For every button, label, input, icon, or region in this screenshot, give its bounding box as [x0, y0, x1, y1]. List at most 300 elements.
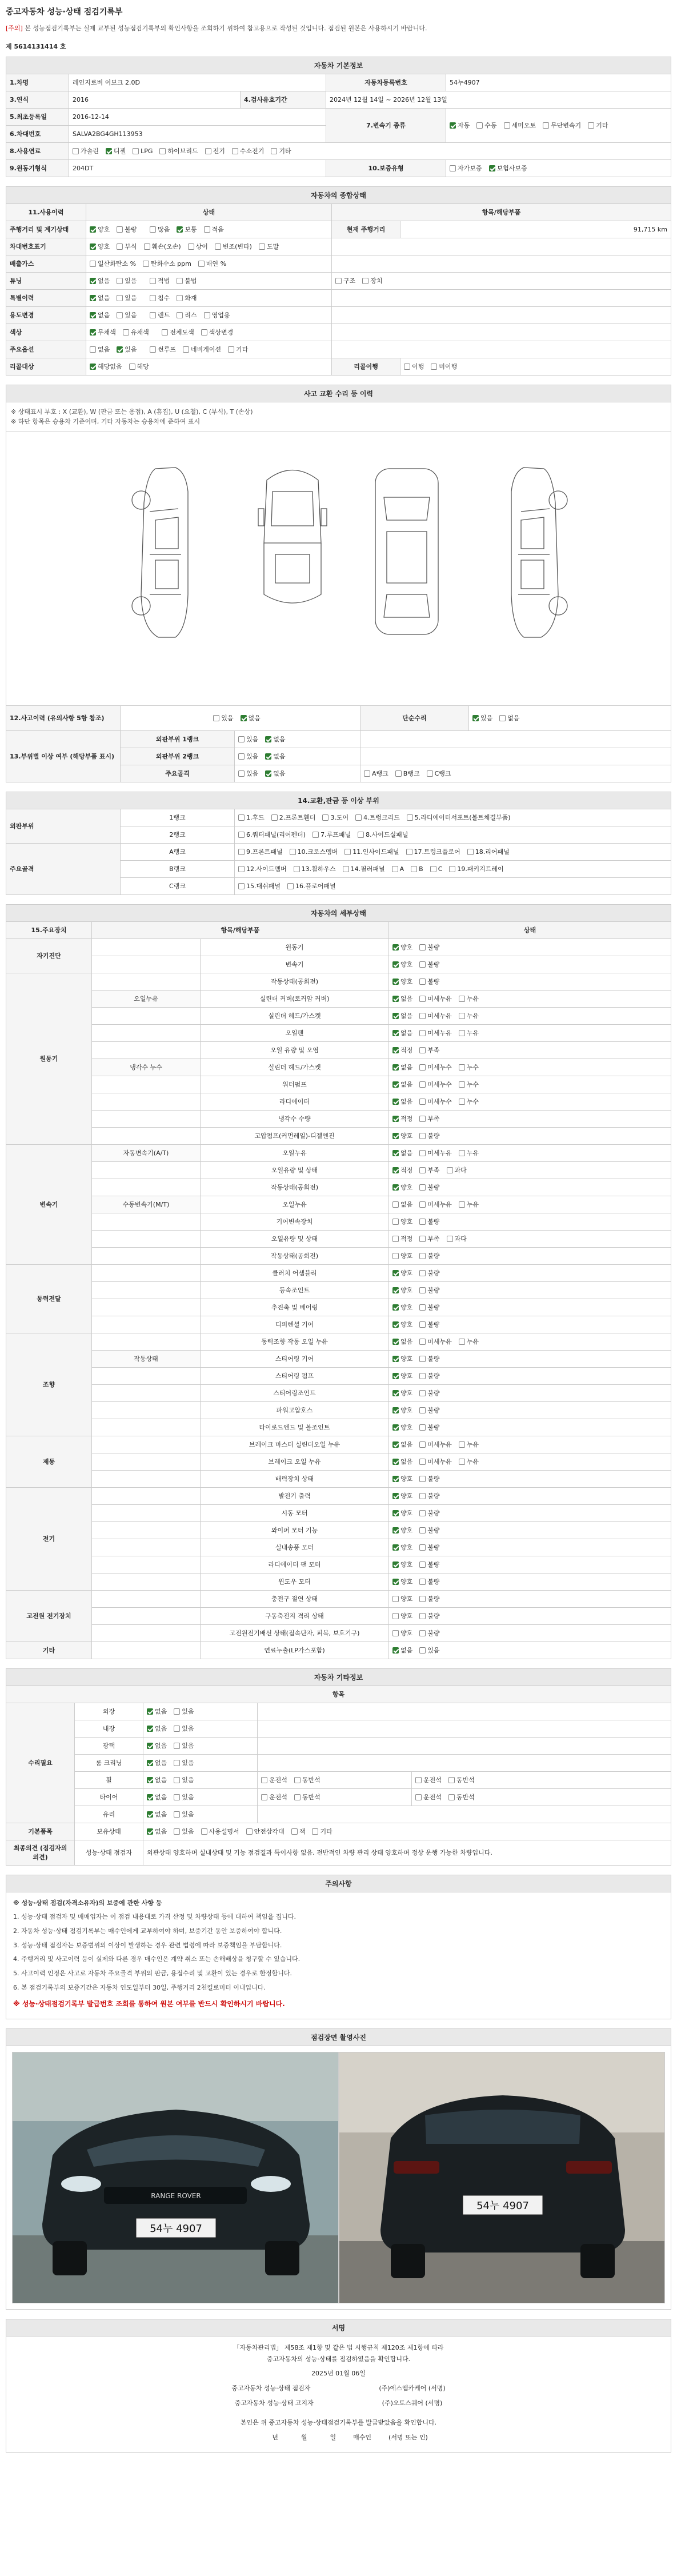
option-0[interactable] [392, 994, 412, 1003]
checkbox-icon[interactable] [147, 1726, 153, 1732]
checkbox-icon[interactable] [392, 1459, 399, 1465]
checkbox-icon[interactable] [291, 1828, 298, 1835]
option-3[interactable] [543, 121, 581, 130]
option-2[interactable] [204, 310, 230, 319]
option-0[interactable] [392, 1114, 412, 1123]
option-0[interactable] [364, 769, 388, 778]
checkbox-icon[interactable] [392, 1064, 399, 1071]
checkbox-icon[interactable] [174, 1760, 180, 1766]
option-0[interactable] [335, 276, 355, 285]
checkbox-icon[interactable] [313, 832, 319, 838]
checkbox-icon[interactable] [147, 1760, 153, 1766]
option-1[interactable] [419, 1028, 452, 1037]
checkbox-icon[interactable] [392, 1236, 399, 1242]
option-0[interactable] [392, 960, 412, 969]
checkbox-icon[interactable] [343, 866, 349, 872]
option-1[interactable] [174, 1775, 194, 1784]
option-0[interactable] [392, 1611, 412, 1620]
checkbox-icon[interactable] [450, 122, 456, 129]
checkbox-icon[interactable] [174, 1726, 180, 1732]
option-1[interactable] [419, 1594, 439, 1603]
checkbox-icon[interactable] [392, 1647, 399, 1654]
option-1[interactable] [265, 752, 285, 761]
option-1[interactable] [489, 163, 527, 173]
checkbox-icon[interactable] [419, 979, 426, 985]
checkbox-icon[interactable] [392, 1527, 399, 1533]
checkbox-icon[interactable] [294, 1794, 301, 1800]
option-5[interactable] [232, 146, 265, 155]
checkbox-icon[interactable] [392, 866, 398, 872]
checkbox-icon[interactable] [392, 1099, 399, 1105]
checkbox-icon[interactable] [147, 1794, 153, 1800]
option-1[interactable] [174, 1827, 194, 1836]
checkbox-icon[interactable] [392, 1304, 399, 1311]
option-0[interactable] [238, 881, 281, 890]
option-0[interactable] [392, 1268, 412, 1277]
option-0[interactable] [147, 1792, 167, 1802]
option-1[interactable] [419, 1011, 452, 1020]
option-0[interactable] [238, 752, 258, 761]
checkbox-icon[interactable] [117, 243, 123, 250]
option-1[interactable] [419, 1200, 452, 1209]
option-0[interactable] [392, 1474, 412, 1483]
checkbox-icon[interactable] [150, 312, 156, 318]
checkbox-icon[interactable] [419, 1099, 426, 1105]
checkbox-icon[interactable] [411, 866, 417, 872]
checkbox-icon[interactable] [459, 1441, 465, 1448]
checkbox-icon[interactable] [419, 1081, 426, 1088]
option-0[interactable] [450, 163, 482, 173]
option-1[interactable] [419, 942, 439, 952]
option-2[interactable] [504, 121, 536, 130]
option-1[interactable] [123, 328, 149, 337]
option-2[interactable] [133, 147, 153, 155]
option-0[interactable] [90, 259, 136, 268]
option-0[interactable] [392, 1646, 412, 1655]
option-1[interactable] [117, 276, 137, 285]
checkbox-icon[interactable] [215, 243, 221, 250]
checkbox-icon[interactable] [238, 849, 245, 855]
option-2[interactable] [427, 769, 451, 778]
option-1[interactable] [177, 225, 197, 234]
checkbox-icon[interactable] [419, 1424, 426, 1431]
option-0[interactable] [238, 813, 265, 822]
option-1[interactable] [174, 1792, 194, 1802]
checkbox-icon[interactable] [419, 1407, 426, 1413]
option-2[interactable] [447, 1165, 467, 1175]
option-1[interactable] [419, 1543, 439, 1552]
option-1[interactable] [419, 1063, 452, 1072]
option-0[interactable] [162, 328, 194, 337]
checkbox-icon[interactable] [459, 1030, 465, 1036]
checkbox-icon[interactable] [290, 849, 296, 855]
checkbox-icon[interactable] [419, 1064, 426, 1071]
checkbox-icon[interactable] [392, 1613, 399, 1619]
checkbox-icon[interactable] [238, 866, 245, 872]
checkbox-icon[interactable] [392, 1493, 399, 1499]
option-1[interactable] [419, 1423, 439, 1432]
checkbox-icon[interactable] [419, 1219, 426, 1225]
option-0[interactable] [90, 276, 110, 285]
checkbox-icon[interactable] [419, 1116, 426, 1122]
option-0[interactable] [261, 1775, 287, 1784]
option-2[interactable] [459, 1063, 479, 1072]
checkbox-icon[interactable] [419, 1047, 426, 1053]
checkbox-icon[interactable] [419, 1647, 426, 1654]
option-0[interactable] [261, 1792, 287, 1802]
checkbox-icon[interactable] [419, 996, 426, 1002]
option-0[interactable] [392, 1148, 412, 1157]
checkbox-icon[interactable] [447, 1236, 453, 1242]
checkbox-icon[interactable] [228, 346, 234, 353]
option-2[interactable] [204, 225, 224, 234]
option-1[interactable] [177, 310, 197, 319]
option-0[interactable] [90, 328, 116, 337]
checkbox-icon[interactable] [459, 1201, 465, 1208]
checkbox-icon[interactable] [419, 1544, 426, 1551]
option-1[interactable] [129, 362, 149, 371]
checkbox-icon[interactable] [419, 1441, 426, 1448]
checkbox-icon[interactable] [238, 832, 245, 838]
checkbox-icon[interactable] [392, 1510, 399, 1516]
option-0[interactable] [392, 977, 412, 986]
option-0[interactable] [392, 1508, 412, 1517]
checkbox-icon[interactable] [448, 1794, 455, 1800]
option-0[interactable] [392, 1131, 412, 1140]
checkbox-icon[interactable] [415, 1777, 422, 1783]
checkbox-icon[interactable] [459, 1099, 465, 1105]
checkbox-icon[interactable] [238, 736, 245, 742]
option-0[interactable] [73, 146, 99, 155]
checkbox-icon[interactable] [90, 278, 96, 284]
checkbox-icon[interactable] [392, 1544, 399, 1551]
checkbox-icon[interactable] [419, 1459, 426, 1465]
option-1[interactable] [177, 293, 197, 302]
option-2[interactable] [343, 864, 385, 873]
option-1[interactable] [419, 1114, 439, 1123]
option-1[interactable] [117, 310, 137, 319]
checkbox-icon[interactable] [162, 329, 168, 336]
checkbox-icon[interactable] [392, 1133, 399, 1139]
checkbox-icon[interactable] [188, 243, 194, 250]
checkbox-icon[interactable] [364, 770, 370, 777]
checkbox-icon[interactable] [404, 364, 410, 370]
option-1[interactable] [419, 1234, 439, 1243]
checkbox-icon[interactable] [174, 1828, 180, 1835]
option-1[interactable] [177, 276, 197, 285]
option-1[interactable] [419, 1080, 452, 1089]
option-1[interactable] [174, 1724, 194, 1733]
checkbox-icon[interactable] [431, 364, 437, 370]
option-2[interactable] [198, 259, 226, 268]
option-0[interactable] [392, 1543, 412, 1552]
checkbox-icon[interactable] [90, 329, 96, 336]
checkbox-icon[interactable] [459, 1013, 465, 1019]
option-0[interactable] [150, 293, 170, 302]
checkbox-icon[interactable] [238, 753, 245, 760]
option-0[interactable] [415, 1775, 442, 1784]
option-0[interactable] [392, 1234, 412, 1243]
option-1[interactable] [419, 1388, 439, 1397]
checkbox-icon[interactable] [117, 278, 123, 284]
option-0[interactable] [392, 1320, 412, 1329]
option-1[interactable] [294, 1775, 321, 1784]
option-4[interactable] [407, 813, 511, 822]
option-2[interactable] [358, 830, 408, 839]
checkbox-icon[interactable] [201, 329, 207, 336]
option-4[interactable] [411, 865, 423, 873]
option-1[interactable] [419, 1405, 439, 1415]
checkbox-icon[interactable] [419, 1561, 426, 1568]
option-6[interactable] [271, 146, 291, 155]
option-1[interactable] [419, 1165, 439, 1175]
checkbox-icon[interactable] [419, 944, 426, 950]
option-0[interactable] [392, 1285, 412, 1295]
checkbox-icon[interactable] [259, 243, 265, 250]
option-1[interactable] [419, 994, 452, 1003]
checkbox-icon[interactable] [407, 814, 413, 821]
option-1[interactable] [419, 1440, 452, 1449]
checkbox-icon[interactable] [392, 1081, 399, 1088]
option-2[interactable] [459, 1011, 479, 1020]
checkbox-icon[interactable] [261, 1794, 267, 1800]
option-1[interactable] [395, 769, 420, 778]
option-1[interactable] [201, 328, 234, 337]
checkbox-icon[interactable] [117, 312, 123, 318]
checkbox-icon[interactable] [198, 261, 205, 267]
option-0[interactable] [392, 1457, 412, 1466]
option-0[interactable] [90, 310, 110, 319]
option-0[interactable] [147, 1724, 167, 1733]
checkbox-icon[interactable] [183, 346, 189, 353]
option-0[interactable] [392, 1183, 412, 1192]
option-1[interactable] [143, 259, 191, 268]
option-1[interactable] [419, 1045, 439, 1055]
option-4[interactable] [291, 1827, 306, 1836]
option-1[interactable] [419, 1320, 439, 1329]
option-1[interactable] [499, 713, 519, 722]
checkbox-icon[interactable] [133, 148, 139, 154]
checkbox-icon[interactable] [392, 1596, 399, 1602]
option-1[interactable] [419, 1491, 439, 1500]
checkbox-icon[interactable] [174, 1777, 180, 1783]
checkbox-icon[interactable] [419, 1304, 426, 1311]
option-3[interactable] [159, 146, 198, 155]
option-4[interactable] [588, 121, 608, 130]
option-2[interactable] [322, 813, 348, 822]
option-1[interactable] [287, 881, 336, 890]
checkbox-icon[interactable] [392, 1561, 399, 1568]
checkbox-icon[interactable] [117, 226, 123, 233]
checkbox-icon[interactable] [90, 295, 96, 301]
option-1[interactable] [294, 1792, 321, 1802]
option-2[interactable] [459, 1097, 479, 1106]
checkbox-icon[interactable] [159, 148, 166, 154]
checkbox-icon[interactable] [392, 1441, 399, 1448]
option-0[interactable] [392, 1097, 412, 1106]
checkbox-icon[interactable] [489, 165, 495, 171]
option-0[interactable] [392, 942, 412, 952]
checkbox-icon[interactable] [294, 866, 300, 872]
checkbox-icon[interactable] [392, 1579, 399, 1585]
checkbox-icon[interactable] [358, 832, 364, 838]
option-1[interactable] [419, 1474, 439, 1483]
checkbox-icon[interactable] [419, 1201, 426, 1208]
checkbox-icon[interactable] [73, 148, 79, 154]
option-1[interactable] [117, 345, 137, 354]
option-0[interactable] [392, 1388, 412, 1397]
checkbox-icon[interactable] [144, 243, 150, 250]
checkbox-icon[interactable] [392, 1047, 399, 1053]
checkbox-icon[interactable] [419, 1236, 426, 1242]
checkbox-icon[interactable] [447, 1167, 453, 1173]
checkbox-icon[interactable] [419, 1510, 426, 1516]
option-0[interactable] [238, 864, 287, 873]
checkbox-icon[interactable] [392, 1390, 399, 1396]
option-0[interactable] [150, 276, 170, 285]
option-1[interactable] [419, 1371, 439, 1380]
checkbox-icon[interactable] [392, 1407, 399, 1413]
checkbox-icon[interactable] [419, 1321, 426, 1328]
option-0[interactable] [147, 1707, 167, 1716]
checkbox-icon[interactable] [238, 814, 245, 821]
checkbox-icon[interactable] [392, 1339, 399, 1345]
checkbox-icon[interactable] [238, 883, 245, 889]
checkbox-icon[interactable] [459, 1339, 465, 1345]
checkbox-icon[interactable] [150, 226, 156, 233]
checkbox-icon[interactable] [419, 1133, 426, 1139]
option-2[interactable] [201, 1827, 239, 1836]
option-1[interactable] [294, 864, 336, 873]
checkbox-icon[interactable] [177, 278, 183, 284]
option-5[interactable] [259, 242, 279, 251]
option-0[interactable] [90, 362, 122, 371]
checkbox-icon[interactable] [265, 753, 271, 760]
option-1[interactable] [419, 1628, 439, 1638]
option-2[interactable] [344, 847, 399, 856]
option-1[interactable] [241, 713, 261, 722]
option-1[interactable] [419, 1337, 452, 1346]
option-1[interactable] [271, 813, 316, 822]
option-0[interactable] [472, 713, 492, 722]
checkbox-icon[interactable] [201, 1828, 207, 1835]
option-1[interactable] [431, 362, 457, 371]
option-2[interactable] [459, 994, 479, 1003]
option-2[interactable] [459, 1457, 479, 1466]
checkbox-icon[interactable] [419, 1630, 426, 1636]
option-1[interactable] [419, 977, 439, 986]
option-1[interactable] [313, 830, 351, 839]
option-0[interactable] [392, 1063, 412, 1072]
checkbox-icon[interactable] [147, 1777, 153, 1783]
option-0[interactable] [392, 1337, 412, 1346]
checkbox-icon[interactable] [392, 1116, 399, 1122]
option-0[interactable] [392, 1371, 412, 1380]
option-0[interactable] [392, 1080, 412, 1089]
checkbox-icon[interactable] [287, 883, 294, 889]
checkbox-icon[interactable] [448, 1777, 455, 1783]
option-0[interactable] [392, 1525, 412, 1535]
checkbox-icon[interactable] [427, 770, 433, 777]
checkbox-icon[interactable] [419, 961, 426, 968]
checkbox-icon[interactable] [174, 1794, 180, 1800]
checkbox-icon[interactable] [177, 295, 183, 301]
checkbox-icon[interactable] [419, 1493, 426, 1499]
option-0[interactable] [392, 1628, 412, 1638]
checkbox-icon[interactable] [174, 1743, 180, 1749]
option-1[interactable] [419, 1148, 452, 1157]
checkbox-icon[interactable] [419, 1527, 426, 1533]
checkbox-icon[interactable] [335, 278, 342, 284]
checkbox-icon[interactable] [419, 1013, 426, 1019]
checkbox-icon[interactable] [246, 1828, 253, 1835]
checkbox-icon[interactable] [392, 1201, 399, 1208]
checkbox-icon[interactable] [395, 770, 402, 777]
option-0[interactable] [392, 1217, 412, 1226]
checkbox-icon[interactable] [392, 1424, 399, 1431]
checkbox-icon[interactable] [204, 226, 210, 233]
checkbox-icon[interactable] [392, 1287, 399, 1293]
option-0[interactable] [150, 225, 170, 234]
checkbox-icon[interactable] [419, 1356, 426, 1362]
option-1[interactable] [419, 1577, 439, 1586]
option-0[interactable] [392, 1577, 412, 1586]
option-0[interactable] [404, 362, 424, 371]
checkbox-icon[interactable] [355, 814, 362, 821]
checkbox-icon[interactable] [415, 1794, 422, 1800]
option-1[interactable] [117, 225, 137, 234]
option-1[interactable] [290, 847, 338, 856]
option-1[interactable] [265, 734, 285, 744]
option-1[interactable] [419, 1217, 439, 1226]
option-1[interactable] [419, 1303, 439, 1312]
checkbox-icon[interactable] [147, 1708, 153, 1715]
option-1[interactable] [265, 769, 285, 778]
checkbox-icon[interactable] [147, 1811, 153, 1818]
checkbox-icon[interactable] [265, 770, 271, 777]
checkbox-icon[interactable] [499, 715, 506, 721]
checkbox-icon[interactable] [232, 148, 238, 154]
checkbox-icon[interactable] [430, 866, 436, 872]
checkbox-icon[interactable] [117, 346, 123, 353]
option-4[interactable] [205, 146, 225, 155]
checkbox-icon[interactable] [459, 996, 465, 1002]
checkbox-icon[interactable] [392, 1184, 399, 1191]
checkbox-icon[interactable] [204, 312, 210, 318]
option-1[interactable] [419, 1646, 439, 1655]
checkbox-icon[interactable] [459, 1459, 465, 1465]
option-5[interactable] [430, 865, 443, 873]
checkbox-icon[interactable] [459, 1150, 465, 1156]
option-1[interactable] [419, 1097, 452, 1106]
checkbox-icon[interactable] [392, 1030, 399, 1036]
checkbox-icon[interactable] [459, 1081, 465, 1088]
option-1[interactable] [419, 1457, 452, 1466]
option-0[interactable] [90, 242, 110, 251]
checkbox-icon[interactable] [504, 122, 510, 129]
checkbox-icon[interactable] [392, 1476, 399, 1482]
option-2[interactable] [459, 1028, 479, 1037]
checkbox-icon[interactable] [150, 346, 156, 353]
option-0[interactable] [238, 769, 258, 778]
checkbox-icon[interactable] [392, 1253, 399, 1259]
checkbox-icon[interactable] [174, 1708, 180, 1715]
option-1[interactable] [174, 1741, 194, 1750]
checkbox-icon[interactable] [271, 148, 277, 154]
checkbox-icon[interactable] [419, 1339, 426, 1345]
checkbox-icon[interactable] [241, 715, 247, 721]
option-1[interactable] [174, 1758, 194, 1767]
